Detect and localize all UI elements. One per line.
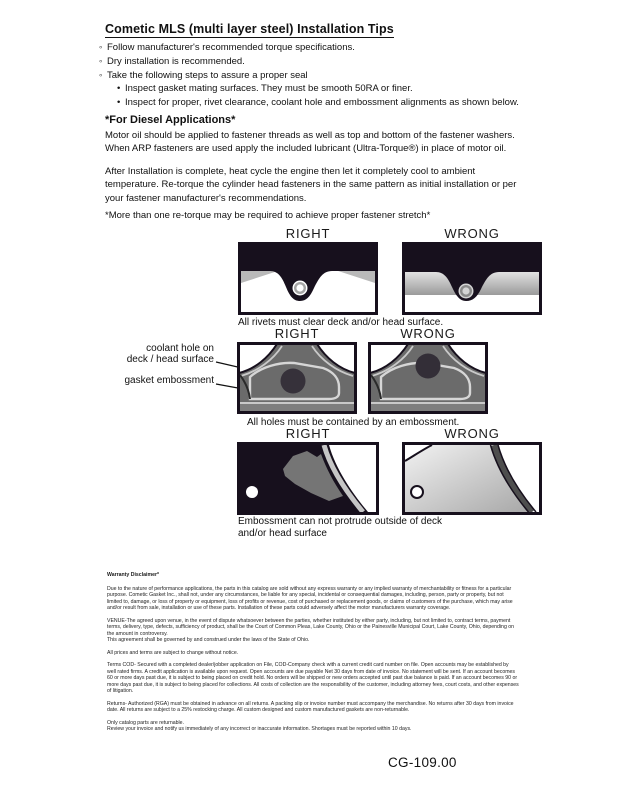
bolt-hole-icon xyxy=(411,486,423,498)
page-title: Cometic MLS (multi layer steel) Installation Tips xyxy=(105,22,394,36)
figure2-caption: All holes must be contained by an embossment. xyxy=(247,417,460,428)
diesel-paragraph-3: *More than one re-torque may be required to achieve proper fastener stretch* xyxy=(105,210,431,221)
disclaimer-heading: Warranty Disclaimer* xyxy=(107,572,159,578)
diesel-section-heading: *For Diesel Applications* xyxy=(105,114,236,126)
disclaimer-paragraph: Due to the nature of performance applications, the parts in this catalog are sold without any express warranty or any implied warranty of merchantability or fitness for a particular purpose. Cometic Gasket Inc., shall not, under any circumstances, be liable for any special, incidental or consequential damages, including, person, party or property, but not limited to, damage, or loss of property or equipment, loss of profits or revenue, cost of purchased or replacement goods, or claims of customers of the purchase, which may arise and/or result from sale, installation or use of these parts. Installation of these parts could adversely affect the motor manufacturers warranty coverage. xyxy=(107,585,513,611)
installation-tips-list xyxy=(99,41,529,110)
figure3-wrong-label: WRONG xyxy=(444,426,500,441)
figure-rivet-wrong xyxy=(402,242,542,315)
page-code: CG-109.00 xyxy=(388,755,457,770)
disclaimer-paragraph: Only catalog parts are returnable. xyxy=(107,719,184,726)
figure-embossment-wrong xyxy=(368,342,488,414)
gasket-embossment-label: gasket embossment xyxy=(124,375,214,386)
coolant-hole-icon xyxy=(416,354,441,379)
figure-deck-wrong xyxy=(402,442,542,515)
figure3-right-label: RIGHT xyxy=(285,426,331,441)
figure1-wrong-label: WRONG xyxy=(444,226,500,241)
figure2-right-label: RIGHT xyxy=(274,326,320,341)
figure3-caption: Embossment can not protrude outside of deck and/or head surface xyxy=(238,516,443,539)
disclaimer-paragraph: All prices and terms are subject to change without notice. xyxy=(107,649,239,656)
diesel-paragraph-1: Motor oil should be applied to fastener threads as well as top and bottom of the fastener washers. When ARP fasteners are used apply the included lubricant (Ultra-Torque®) in place of motor oil. xyxy=(105,130,515,155)
disclaimer-paragraph: Review your invoice and notify us immediately of any incorrect or inaccurate information. Shortages must be reported within 10 days. xyxy=(107,726,412,732)
list-item-sub: • Inspect gasket mating surfaces. They must be smooth 50RA or finer. xyxy=(117,82,529,96)
disclaimer-paragraph: Returns- Authorized (RGA) must be obtained in advance on all returns. A packing slip or invoice number must accompany the merchandise. No returns after 30 days from invoice date. All returns are subject to a 25% restocking charge. All custom designed and custom manufactured gaskets are non-returnable. xyxy=(107,700,514,713)
list-item: ◦ Take the following steps to assure a proper seal xyxy=(99,69,529,83)
figure2-wrong-label: WRONG xyxy=(400,326,456,341)
diesel-paragraph-2: After Installation is complete, heat cycle the engine then let it completely cool to ambient temperature. Re-torque the cylinder head fasteners in the same pattern as initial installation or per your fastener manufacturer's recommendations. xyxy=(105,166,517,204)
warranty-disclaimer xyxy=(107,572,519,739)
bolt-hole-icon xyxy=(246,486,258,498)
figure1-right-label: RIGHT xyxy=(285,226,331,241)
coolant-hole-icon xyxy=(281,369,306,394)
figure-rivet-right xyxy=(238,242,378,315)
list-item-sub: • Inspect for proper, rivet clearance, coolant hole and embossment alignments as shown below. xyxy=(117,96,529,110)
disclaimer-paragraph: Terms COD- Secured with a completed dealer/jobber application on File, COD-Company check with a current credit card number on file. Open accounts may be established by well rated firms. A credit application is available upon request. Open accounts are due payable Net 30 days from date of invoice. No statement will be sent. If an account becomes 60 or more days past due, it is subject to being placed on credit hold. No orders will be shipped or new orders accepted until past due balance is paid. If an account becomes 90 or more days past due, it is subject to being placed for collections. All costs of collection are the responsibility of the customer, including attorney fees, court costs, and other expenses of litigation. xyxy=(107,662,519,694)
disclaimer-paragraph: This agreement shall be governed by and construed under the laws of the State of Ohio. xyxy=(107,637,310,643)
list-item: ◦ Follow manufacturer's recommended torque specifications. xyxy=(99,41,529,55)
disclaimer-paragraph: VENUE-The agreed upon venue, in the event of dispute whatsoever between the parties, whether instituted by either party, including, but not limited to, contract terms, payment terms, delivery, type, defects, sufficiency of product, shall be the Court of Common Pleas, Lake County, Ohio or the Painesville Municipal Court, Lake County, Ohio, depending on the amount in controversy. xyxy=(107,617,515,637)
coolant-hole-label: coolant hole on deck / head surface xyxy=(126,343,214,365)
list-item: ◦ Dry installation is recommended. xyxy=(99,55,529,69)
figure1-caption: All rivets must clear deck and/or head surface. xyxy=(238,317,444,328)
figure-embossment-right xyxy=(237,342,357,414)
figure-deck-right xyxy=(237,442,379,515)
